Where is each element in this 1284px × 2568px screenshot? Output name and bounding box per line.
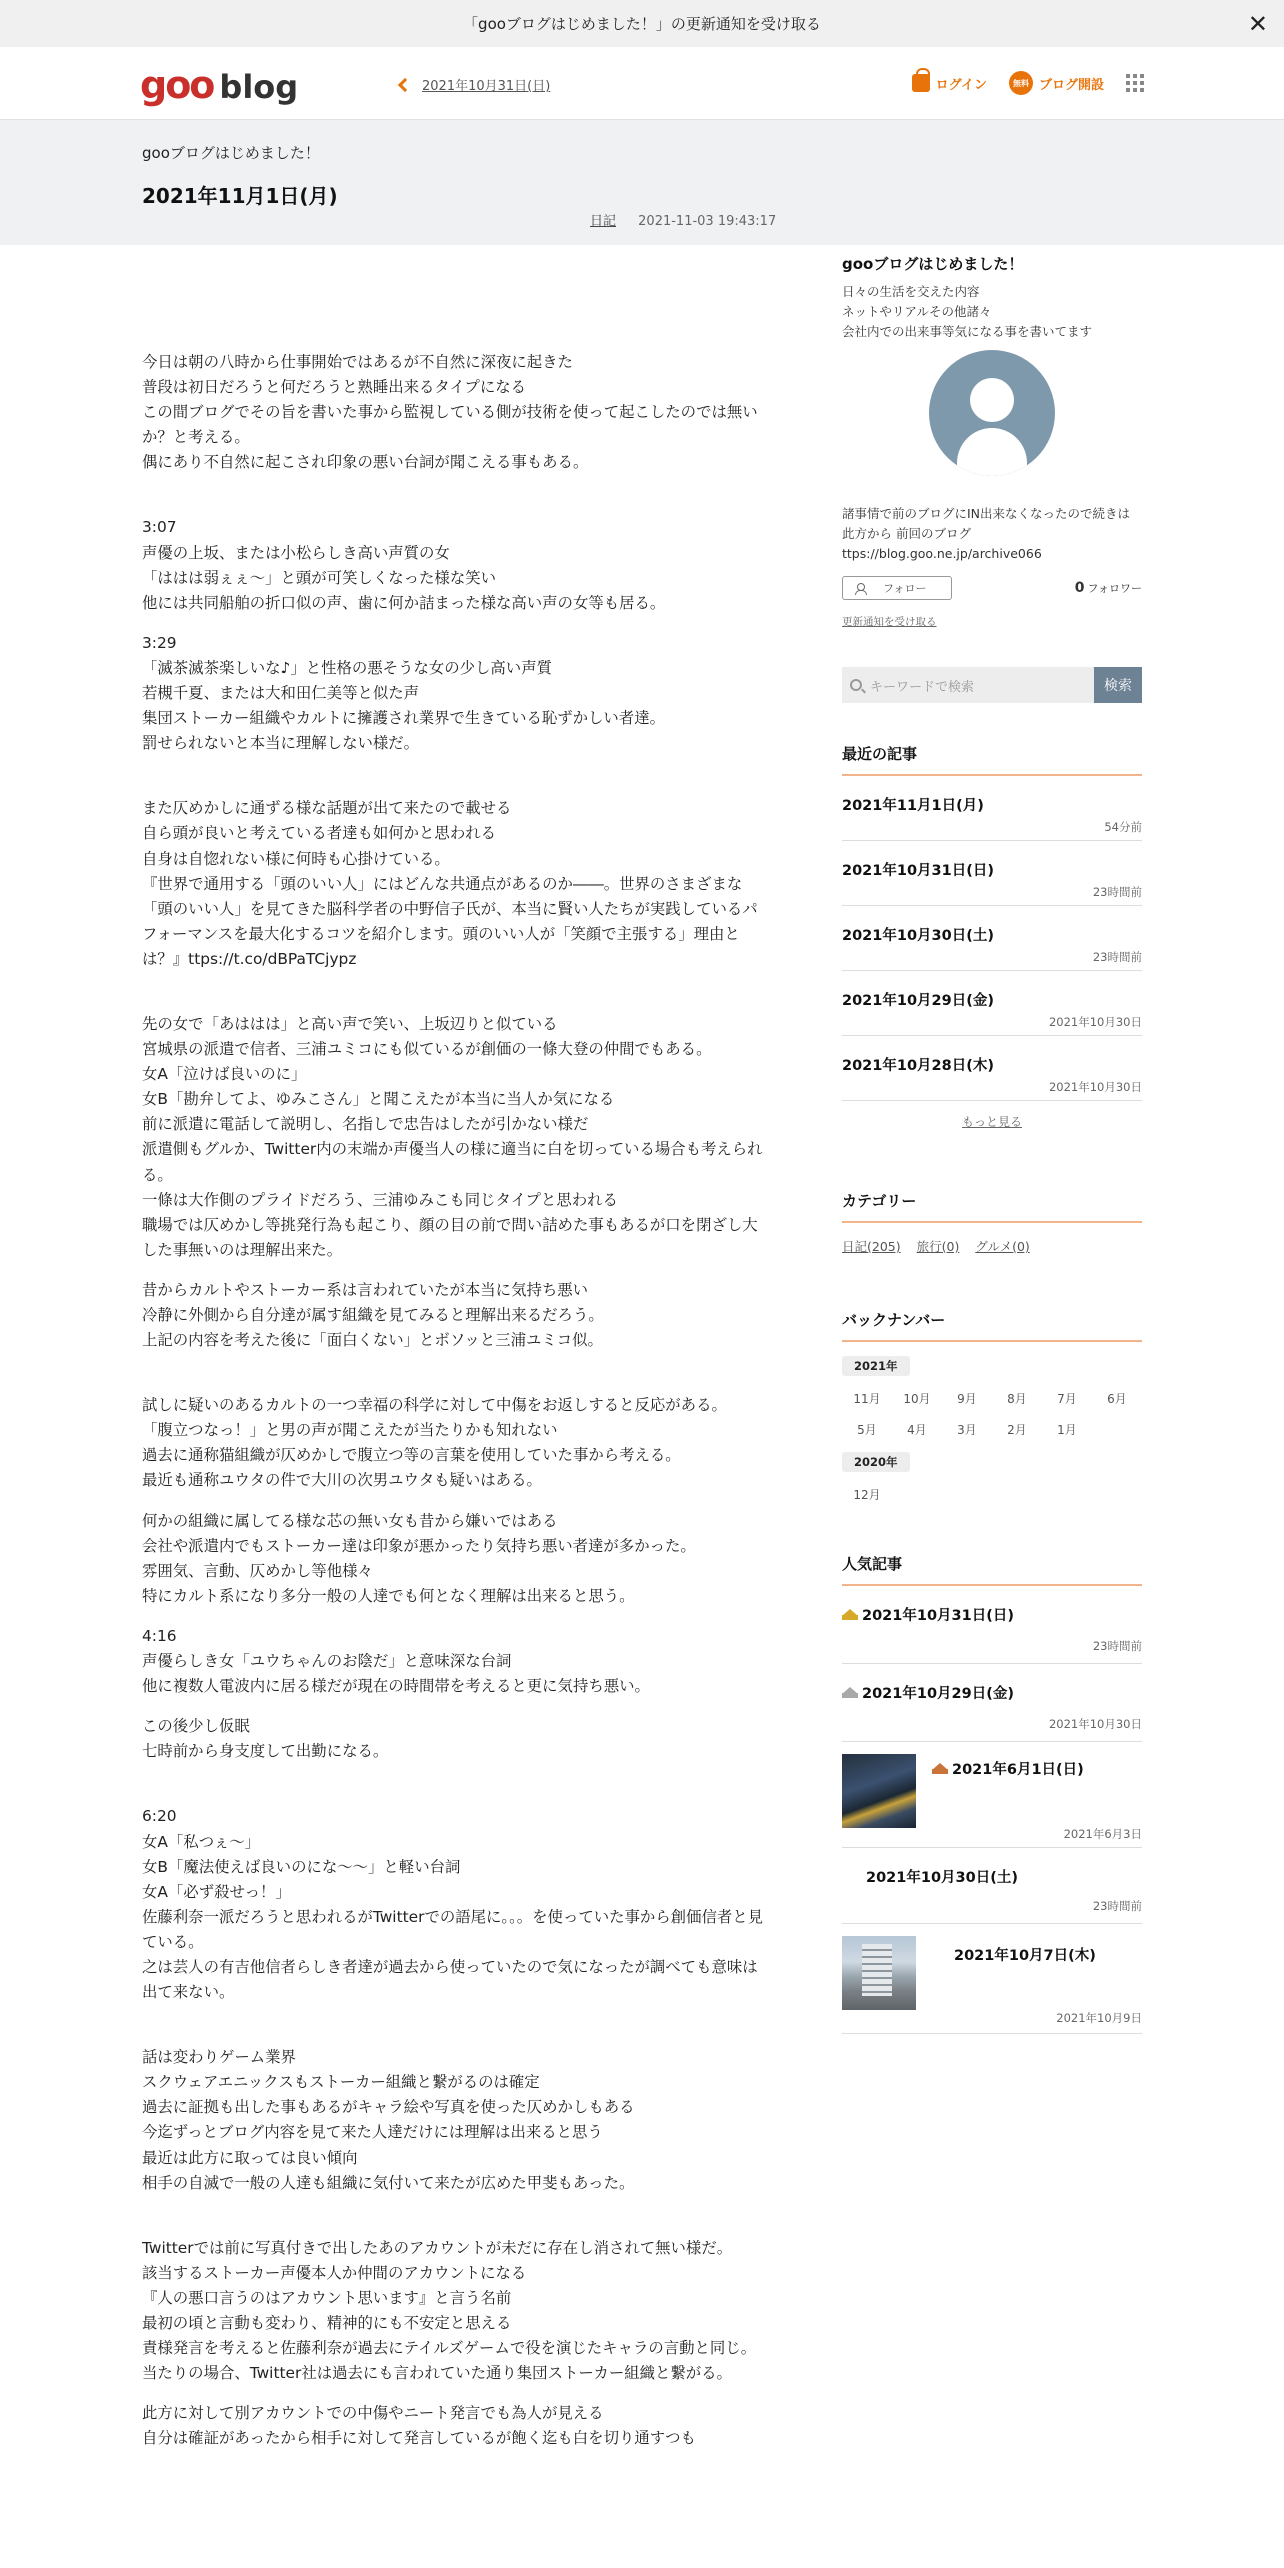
recent-article-item[interactable] [842, 776, 1142, 841]
article-thumbnail[interactable] [842, 1754, 916, 1828]
year-chip-2020[interactable]: 2020年 [842, 1452, 910, 1472]
recent-article-title[interactable]: 2021年10月30日(土) [842, 928, 994, 944]
article-paragraph: また仄めかしに通ずる様な話題が出て来たので載せる 自ら頭が良いと考えている者達も如何かと思われる 自身は自惚れない様に何時も心掛けている。 『世界で通用する「頭のいい人」にはどんな共通点があるのか――。世界のさまざまな「頭のいい人」を見てきた脳科学者の中野信子氏が、本当に賢い人たちが実践しているパフォーマンスを最大化するコツを紹介します。頭のいい人が「笑顔で主張する」理由とは？』ttps://t.co/dBPaTCjypz [142, 799, 758, 968]
popular-article-date: 2021年10月9日 [1056, 2011, 1142, 2025]
article-paragraph: 試しに疑いのあるカルトの一つ幸福の科学に対して中傷をお返しすると反応がある。 「腹立つなっ！」と男の声が聞こえたが当たりかも知れない 過去に通称猫組織が仄めかしで腹立つ等の言葉を使用していた事から考える。 最近も通称ユウタの件で大川の次男ユウタも疑いはある。 [142, 1396, 727, 1490]
profile-section [842, 253, 1142, 629]
recent-article-date: 54分前 [1104, 820, 1142, 834]
article-body [142, 350, 767, 2466]
month-link[interactable]: 3月 [957, 1423, 977, 1437]
article-paragraph: 話は変わりゲーム業界 スクウェアエニックスもストーカー組織と繋がるのは確定 過去に証拠も出した事もあるがキャラ絵や写真を使った仄めかしもある 今迄ずっとブログ内容を見て来た人達だけには理解は出来ると思う 最近は此方に取っては良い傾向 相手の自滅で一般の人達も組織に気付いて来たが広めた甲斐もあった。 [142, 2048, 635, 2192]
recent-article-item[interactable] [842, 906, 1142, 971]
month-link[interactable]: 9月 [957, 1392, 977, 1406]
month-link[interactable]: 10月 [903, 1392, 931, 1406]
month-list-2021 [842, 1376, 1142, 1438]
follower-count [1075, 580, 1142, 596]
previous-entry-link[interactable] [400, 75, 550, 94]
avatar[interactable] [929, 350, 1055, 476]
close-icon[interactable]: ✕ [1247, 10, 1268, 38]
search-box [842, 667, 1142, 703]
popular-article-item[interactable] [842, 1742, 1142, 1848]
month-link[interactable]: 7月 [1057, 1392, 1077, 1406]
article-paragraph: この後少し仮眠 七時前から身支度して出勤になる。 [142, 1717, 389, 1761]
popular-article-date: 2021年6月3日 [1063, 1827, 1142, 1841]
month-link[interactable]: 8月 [1007, 1392, 1027, 1406]
article-paragraph: Twitterでは前に写真付きで出したあのアカウントが未だに存在し消されて無い様だ。 該当するストーカー声優本人か仲間のアカウントになる 『人の悪口言うのはアカウント思います』と言う名前 最初の頃と言動も変わり、精神的にも不安定と思える 責様発言を考えると佐藤利奈が過去にテイルズゲームで役を演じたキャラの言動と同じ。 当たりの場合、Twitter社は過去にも言われていた通り集団ストーカー組織と繋がる。 [142, 2238, 757, 2383]
recent-article-date: 2021年10月30日 [1048, 1015, 1142, 1029]
popular-articles [842, 1553, 1142, 2034]
article-paragraph: 3:07 声優の上坂、または小松らしき高い声質の女 「ははは弱ぇぇ～」と頭が可笑しくなった様な笑い 他には共同船舶の折口似の声、歯に何か詰まった様な高い声の女等も居る。 [142, 518, 666, 612]
back-number-section [842, 1309, 1142, 1503]
month-link[interactable]: 5月 [857, 1423, 877, 1437]
blog-name[interactable]: gooブログはじめました！ [142, 144, 320, 162]
popular-article-title[interactable]: 2021年10月30日(土) [866, 1870, 1018, 1886]
person-icon [855, 583, 865, 594]
article-paragraph: 6:20 女A「私つぇ～」 女B「魔法使えば良いのにな～～」と軽い台詞 女A「必ず殺せっ！」 佐藤利奈一派だろうと思われるがTwitterでの語尾に。。。を使っていた事から創価信者と見ている。 之は芸人の有吉他信者らしき者達が過去から使っていたので気になったが調べても意味は出て来ない。 [142, 1807, 764, 2002]
recent-article-title[interactable]: 2021年10月28日(木) [842, 1058, 994, 1074]
article-paragraph: 今日は朝の八時から仕事開始ではあるが不自然に深夜に起きた 普段は初日だろうと何だろうと熟睡出来るタイプになる この間ブログでその旨を書いた事から監視している側が技術を使って起こしたのでは無いか？と考える。 偶にあり不自然に起こされ印象の悪い台詞が聞こえる事もある。 [142, 353, 758, 472]
notify-link[interactable]: 更新通知を受け取る [842, 616, 937, 628]
follower-label: フォロワー [1087, 582, 1142, 595]
popular-article-heading[interactable] [932, 1758, 1084, 1779]
month-link[interactable]: 4月 [907, 1423, 927, 1437]
recent-article-title[interactable]: 2021年10月31日(日) [842, 863, 994, 879]
categories-title: カテゴリー [842, 1190, 1142, 1223]
profile-description: 日々の生活を交えた内容 ネットやリアルその他諸々 会社内での出来事等気になる事を書いてます [842, 284, 1093, 339]
category-link[interactable]: グルメ(0) [975, 1239, 1030, 1254]
free-badge-icon: 無料 [1009, 71, 1033, 95]
category-link[interactable]: 日記(205) [842, 1239, 901, 1254]
profile-note: 諸事情で前のブログにIN出来なくなったので続きは此方から 前回のブログ ttps://blog.goo.ne.jp/archive066 [842, 506, 1131, 561]
article-paragraph: 昔からカルトやストーカー系は言われていたが本当に気持ち悪い 冷静に外側から自分達が属す組織を見てみると理解出来るだろう。 上記の内容を考えた後に「面白くない」とボソッと三浦ユミコ似。 [142, 1280, 604, 1350]
sidebar [842, 253, 1142, 2034]
popular-article-date: 23時間前 [1092, 1639, 1142, 1653]
recent-article-date: 2021年10月30日 [1048, 1080, 1142, 1094]
bronze-crown-icon [932, 1763, 948, 1774]
popular-article-title[interactable]: 2021年10月7日(木) [954, 1948, 1096, 1964]
lock-icon [912, 74, 930, 92]
follow-row [842, 576, 1142, 600]
month-link[interactable]: 12月 [853, 1488, 881, 1502]
recent-article-item[interactable] [842, 971, 1142, 1036]
profile-name[interactable]: gooブログはじめました！ [842, 255, 1024, 273]
popular-article-item[interactable] [842, 1586, 1142, 1664]
article-paragraph: 先の女で「あははは」と高い声で笑い、上坂辺りと似ている 宮城県の派遣で信者、三浦ユミコにも似ているが創価の一條大登の仲間でもある。 女A「泣けば良いのに」 女B「勘弁してよ、ゆみこさん」と聞こえたが本当に当人か気になる 前に派遣に電話して説明し、名指しで忠告はしたが引かない様だ 派遣側もグルか、Twitter内の末端か声優当人の様に適当に白を切っている場合も考えられる。 一條は大作側のプライドだろう、三浦ゆみこも同じタイプと思われる 職場では仄めかし等挑発行為も起こり、顔の目の前で問い詰めた事もあるが口を閉ざし大した事無いのは理解出来た。 [142, 1014, 763, 1259]
search-input[interactable] [842, 667, 1094, 703]
recent-article-title[interactable]: 2021年10月29日(金) [842, 993, 994, 1009]
article-paragraph: 4:16 声優らしき女「ユウちゃんのお陰だ」と意味深な台詞 他に複数人電波内に居る様だが現在の時間帯を考えると更に気持ち悪い。 [142, 1626, 650, 1696]
entry-title: 2021年11月1日(月) [142, 184, 338, 208]
recent-articles [842, 743, 1142, 1130]
goo-blog-logo[interactable] [140, 63, 298, 107]
article-paragraph: 何かの組織に属してる様な芯の無い女も昔から嫌いではある 会社や派遣内でもストーカー達は印象が悪かったり気持ち悪い者達が多かった。 雰囲気、言動、仄めかし等他様々 特にカルト系になり多分一般の人達でも何となく理解は出来ると思う。 [142, 1511, 696, 1605]
recent-articles-title: 最近の記事 [842, 743, 1142, 776]
more-articles-link[interactable]: もっと見る [961, 1115, 1022, 1129]
login-label: ログイン [935, 77, 987, 93]
popular-article-item[interactable] [842, 1848, 1142, 1924]
logo-goo: goo [140, 63, 214, 107]
recent-article-date: 23時間前 [1092, 950, 1142, 964]
popular-article-title[interactable]: 2021年10月31日(日) [862, 1608, 1014, 1624]
follower-number: 0 [1074, 580, 1085, 596]
logo-blog: blog [219, 68, 299, 106]
popular-article-heading[interactable] [842, 1682, 1014, 1703]
update-notice-bar[interactable] [0, 0, 1284, 47]
category-link[interactable]: 旅行(0) [916, 1239, 960, 1254]
entry-title-band [0, 120, 1284, 245]
open-blog-label: ブログ開設 [1038, 77, 1104, 93]
gold-crown-icon [842, 1609, 858, 1620]
follow-label: フォロー [883, 582, 927, 595]
login-button[interactable] [912, 74, 987, 93]
search-button[interactable]: 検索 [1094, 667, 1142, 703]
popular-article-item[interactable] [842, 1924, 1142, 2034]
popular-article-title[interactable]: 2021年10月29日(金) [862, 1686, 1014, 1702]
follow-button[interactable] [842, 576, 952, 600]
popular-article-heading[interactable] [842, 1604, 1014, 1625]
month-link[interactable]: 2月 [1007, 1423, 1027, 1437]
chevron-left-icon [398, 77, 412, 91]
popular-article-title[interactable]: 2021年6月1日(日) [952, 1762, 1084, 1778]
apps-grid-icon[interactable] [1126, 74, 1144, 92]
article-thumbnail[interactable] [842, 1936, 916, 2010]
month-link[interactable]: 11月 [853, 1392, 881, 1406]
site-header [0, 47, 1284, 120]
search-icon [850, 679, 862, 691]
open-blog-button[interactable] [1009, 71, 1104, 95]
article-paragraph: 3:29 「滅茶滅茶楽しいな♪」と性格の悪そうな女の少し高い声質 若槻千夏、または大和田仁美等と似た声 集団ストーカー組織やカルトに擁護され業界で生きている恥ずかしい者達。 罰せられないと本当に理解しない様だ。 [142, 633, 665, 753]
previous-entry-date[interactable]: 2021年10月31日(日) [422, 79, 551, 94]
popular-articles-title: 人気記事 [842, 1553, 1142, 1586]
article-paragraph: 此方に対して別アカウントでの中傷やニート発言でも為人が見える 自分は確証があったから相手に対して発言しているが飽く迄も白を切り通すつも [142, 2404, 696, 2448]
month-link[interactable]: 1月 [1057, 1423, 1077, 1437]
recent-article-item[interactable] [842, 1036, 1142, 1101]
entry-meta [590, 210, 776, 229]
popular-article-date: 23時間前 [1092, 1899, 1142, 1913]
entry-category-link[interactable]: 日記 [590, 214, 617, 229]
recent-article-title[interactable]: 2021年11月1日(月) [842, 798, 984, 814]
header-actions [890, 71, 1144, 95]
back-number-title: バックナンバー [842, 1309, 1142, 1342]
categories-section [842, 1190, 1142, 1255]
silver-crown-icon [842, 1687, 858, 1698]
category-list [842, 1237, 1142, 1255]
month-list-2020 [842, 1472, 1142, 1503]
recent-article-date: 23時間前 [1092, 885, 1142, 899]
update-notice-text[interactable]: 「gooブログはじめました！」の更新通知を受け取る [463, 15, 821, 33]
popular-article-date: 2021年10月30日 [1048, 1717, 1142, 1731]
year-chip-2021[interactable]: 2021年 [842, 1356, 910, 1376]
popular-article-item[interactable] [842, 1664, 1142, 1742]
month-link[interactable]: 6月 [1107, 1392, 1127, 1406]
search-placeholder: キーワードで検索 [870, 679, 975, 695]
recent-article-item[interactable] [842, 841, 1142, 906]
entry-timestamp: 2021-11-03 19:43:17 [638, 214, 777, 229]
